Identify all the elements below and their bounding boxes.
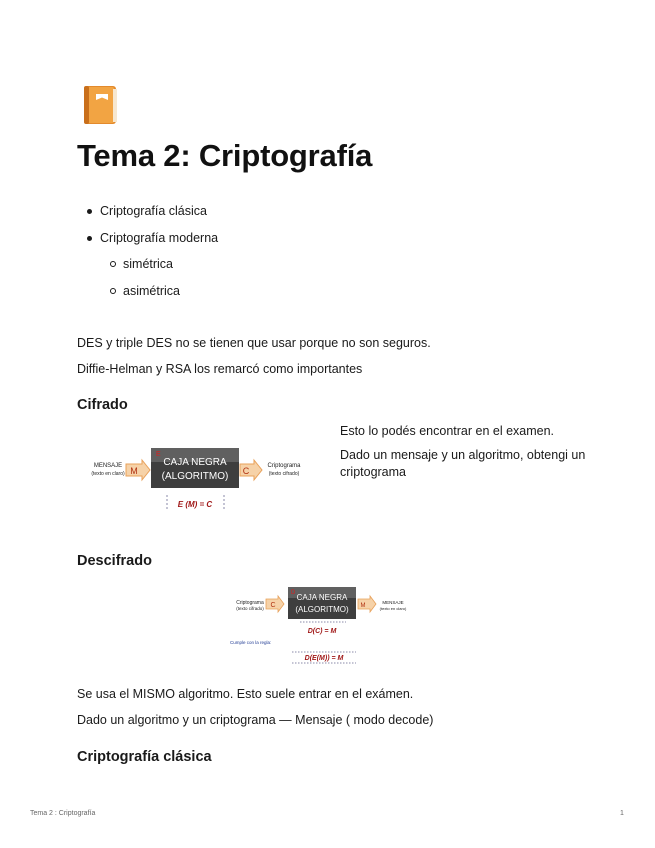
list-item: Criptografía moderna: [100, 225, 218, 252]
encryption-diagram: [78, 445, 318, 515]
descifrado-line-2: Dado un algoritmo y un criptograma — Mensaje ( modo decode): [77, 713, 434, 727]
descifrado-line-1: Se usa el MISMO algoritmo. Esto suele entrar en el exámen.: [77, 687, 414, 701]
diagram-formula-2: D(E(M)) = M: [304, 655, 344, 662]
cifrado-note-1: Esto lo podés encontrar en el examen.: [340, 424, 555, 438]
intro-line-2: Diffie-Helman y RSA los remarcó como importantes: [77, 362, 363, 376]
diagram-left-label-2: (texto cifrado): [236, 606, 264, 611]
intro-line-1: DES y triple DES no se tienen que usar porque no son seguros.: [77, 336, 431, 350]
diagram-right-label-1: Criptograma: [267, 463, 301, 469]
cifrado-note-2: Dado un mensaje y un algoritmo, obtengi un criptograma: [340, 448, 586, 479]
diagram-output-letter: C: [242, 466, 250, 476]
decryption-diagram: [228, 586, 413, 666]
diagram-side-note: Cumple con la regla:: [230, 640, 272, 645]
diagram-right-label-2: (texto cifrado): [268, 471, 300, 477]
diagram-formula: D(C) = M: [307, 628, 337, 635]
diagram-output-letter: M: [360, 603, 366, 609]
book-icon: [82, 84, 120, 126]
diagram-right-label-2: (texto en claro): [379, 606, 407, 611]
diagram-box-line-1: CAJA NEGRA: [163, 457, 227, 468]
diagram-right-label-1: MENSAJE: [382, 600, 404, 605]
sub-list-item: simétrica: [100, 251, 218, 278]
sub-list-item: asimétrica: [100, 278, 218, 305]
page-number: 1: [620, 810, 624, 817]
footer-title: Tema 2 : Criptografía: [30, 810, 96, 817]
section-heading-cifrado: Cifrado: [77, 397, 128, 413]
diagram-box-line-2: (ALGORITMO): [295, 605, 349, 614]
list-item: Criptografía clásica: [100, 198, 218, 225]
diagram-left-label-1: MENSAJE: [93, 463, 123, 469]
diagram-key-letter: D: [291, 590, 296, 596]
diagram-left-label-2: (texto en claro): [91, 471, 125, 477]
section-heading-clasica: Criptografía clásica: [77, 749, 212, 765]
page-title: Tema 2: Criptografía: [77, 138, 373, 173]
topic-list: [100, 198, 218, 304]
diagram-input-letter: M: [130, 466, 138, 476]
diagram-input-letter: C: [270, 602, 276, 609]
diagram-box-line-2: (ALGORITMO): [161, 471, 229, 482]
diagram-box-line-1: CAJA NEGRA: [296, 593, 348, 602]
diagram-formula: E (M) = C: [177, 500, 213, 509]
diagram-key-letter: E: [156, 451, 161, 458]
section-heading-descifrado: Descifrado: [77, 553, 152, 569]
diagram-left-label-1: Criptograma: [236, 600, 264, 606]
